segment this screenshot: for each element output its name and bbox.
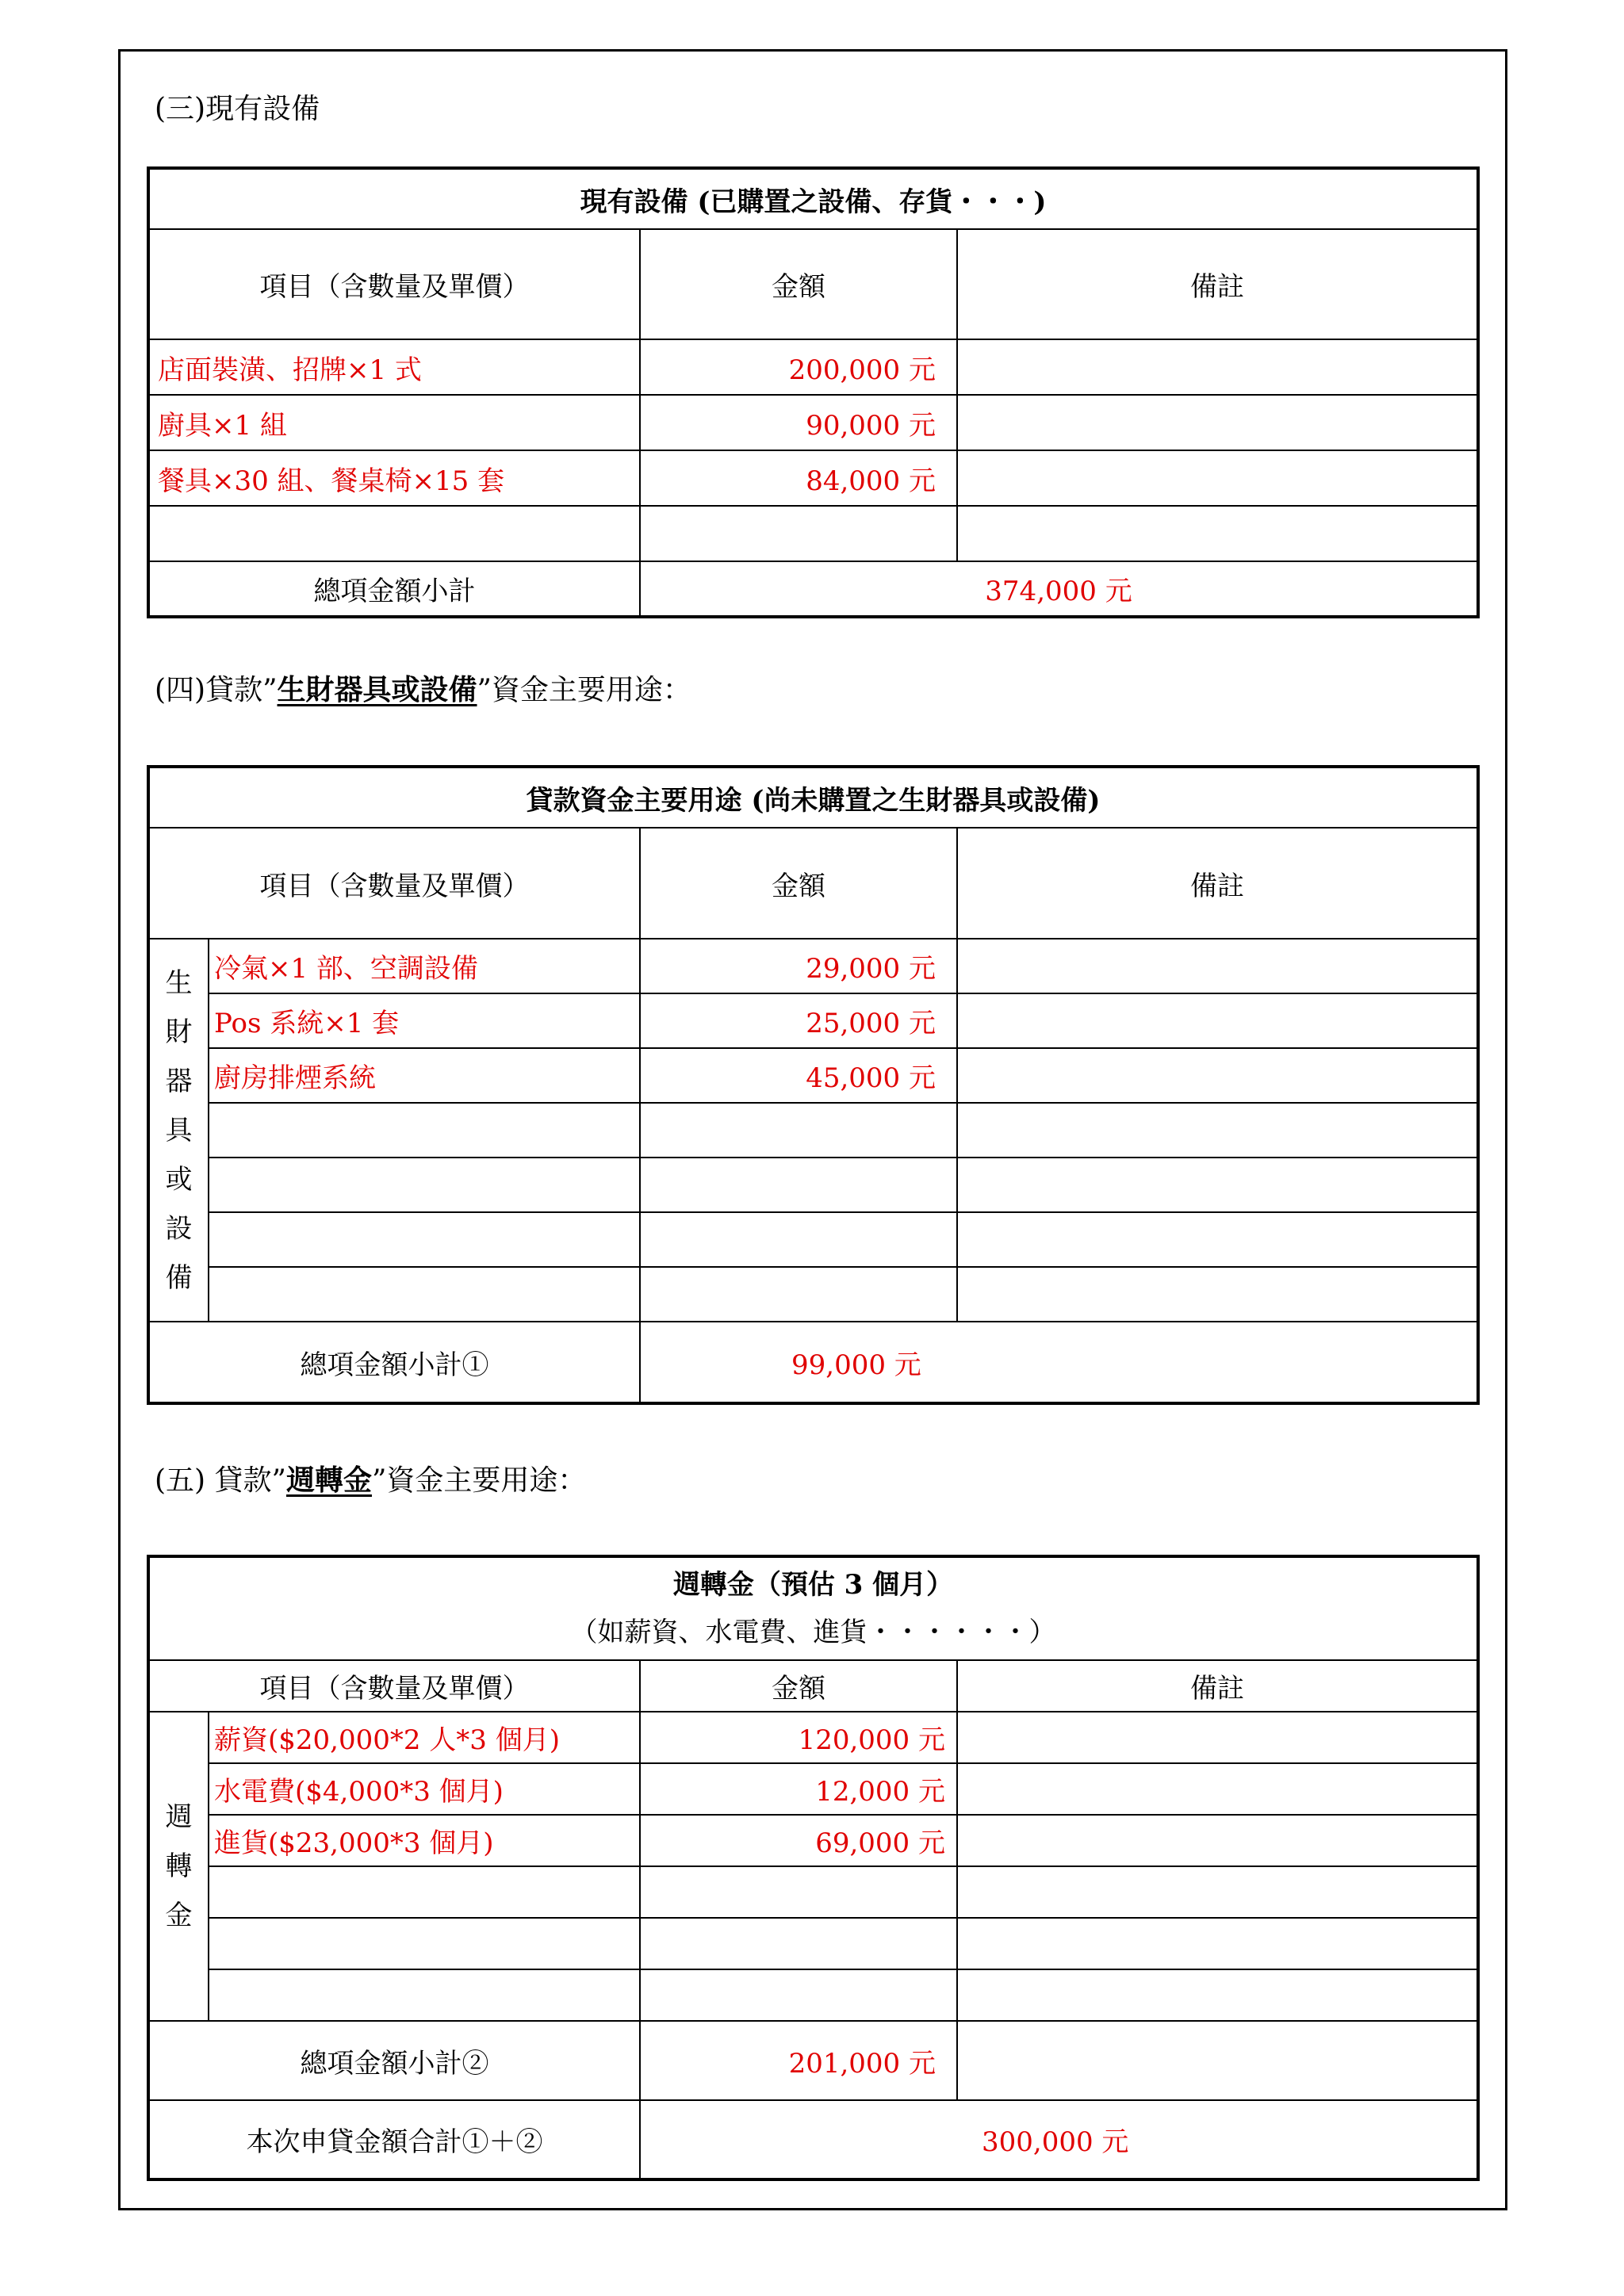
table-row (148, 1048, 1478, 1103)
item-cell (209, 1267, 640, 1322)
note-cell (957, 1763, 1478, 1815)
amount-cell (640, 1212, 957, 1267)
item-cell (209, 1969, 640, 2021)
table-title-cell (148, 1556, 1478, 1660)
column-header-note: 備註 (957, 1660, 1478, 1712)
side-label-char: 具 (165, 1114, 193, 1146)
column-header-item: 項目（含數量及單價） (148, 828, 640, 939)
note-cell (957, 1212, 1478, 1267)
amount-cell: 120,000 元 (640, 1712, 957, 1763)
table-row (148, 1815, 1478, 1866)
item-cell (209, 1918, 640, 1969)
total-label: 本次申貸金額合計①＋② (148, 2100, 640, 2179)
note-cell (957, 339, 1478, 395)
column-header-note: 備註 (957, 229, 1478, 339)
section4-heading-suffix: ”資金主要用途： (477, 674, 691, 706)
amount-cell (640, 1158, 957, 1212)
amount-cell: 200,000 元 (640, 339, 957, 395)
subtotal-value: 201,000 元 (640, 2021, 957, 2100)
note-cell (957, 395, 1478, 450)
side-label-char: 金 (165, 1900, 193, 1931)
note-cell (957, 1866, 1478, 1918)
note-cell (957, 506, 1478, 561)
table-row (148, 939, 1478, 993)
note-cell (957, 1918, 1478, 1969)
item-cell: 冷氣×1 部、空調設備 (209, 939, 640, 993)
amount-cell: 25,000 元 (640, 993, 957, 1048)
table-row (148, 1158, 1478, 1212)
note-cell (957, 1158, 1478, 1212)
item-cell (209, 1866, 640, 1918)
amount-cell: 45,000 元 (640, 1048, 957, 1103)
side-label-equipment (148, 939, 209, 1322)
side-label-char: 財 (165, 1016, 193, 1048)
item-cell: 店面裝潢、招牌×1 式 (148, 339, 640, 395)
amount-cell (640, 1969, 957, 2021)
item-cell: Pos 系統×1 套 (209, 993, 640, 1048)
column-header-amount: 金額 (640, 229, 957, 339)
side-label-char: 週 (165, 1801, 193, 1833)
section5-heading (155, 1463, 586, 1498)
amount-cell (640, 1267, 957, 1322)
equipment-loan-table (147, 765, 1480, 1405)
section4-heading-emphasis: 生財器具或設備 (277, 673, 477, 706)
note-cell (957, 993, 1478, 1048)
section5-heading-emphasis: 週轉金 (285, 1464, 372, 1497)
side-label-working-capital (148, 1712, 209, 2021)
item-cell: 薪資($20,000*2 人*3 個月) (209, 1712, 640, 1763)
table-row (148, 993, 1478, 1048)
side-label-char: 轉 (165, 1850, 193, 1882)
subtotal-label: 總項金額小計 (148, 561, 640, 617)
column-header-item: 項目（含數量及單價） (148, 229, 640, 339)
item-cell (148, 506, 640, 561)
note-cell (957, 1815, 1478, 1866)
section5-heading-prefix: (五) 貸款” (155, 1464, 286, 1497)
note-cell (957, 450, 1478, 506)
subtotal-label: 總項金額小計② (148, 2021, 640, 2100)
item-cell (209, 1103, 640, 1158)
section3-heading: (三)現有設備 (155, 93, 320, 125)
side-label-char: 備 (165, 1261, 193, 1294)
subtotal-value: 99,000 元 (640, 1322, 1478, 1403)
table-row (148, 1969, 1478, 2021)
working-capital-table (147, 1555, 1480, 2181)
side-label-char: 器 (165, 1065, 193, 1097)
table-row (148, 339, 1478, 395)
side-label-char: 生 (165, 966, 193, 999)
note-cell (957, 1969, 1478, 2021)
amount-cell: 84,000 元 (640, 450, 957, 506)
subtotal-label: 總項金額小計① (148, 1322, 640, 1403)
existing-equipment-table (147, 166, 1480, 618)
item-cell (209, 1158, 640, 1212)
amount-cell (640, 1103, 957, 1158)
item-cell: 進貨($23,000*3 個月) (209, 1815, 640, 1866)
column-header-item: 項目（含數量及單價） (148, 1660, 640, 1712)
side-label-char: 或 (165, 1163, 193, 1196)
item-cell: 廚具×1 組 (148, 395, 640, 450)
table-title: 現有設備 (已購置之設備、存貨・・・) (148, 168, 1478, 229)
amount-cell (640, 1866, 957, 1918)
table-row (148, 1712, 1478, 1763)
section4-heading (155, 672, 691, 708)
table-title: 貸款資金主要用途 (尚未購置之生財器具或設備) (148, 767, 1478, 828)
note-cell (957, 939, 1478, 993)
table-row (148, 1918, 1478, 1969)
note-cell (957, 1103, 1478, 1158)
amount-cell (640, 1918, 957, 1969)
column-header-amount: 金額 (640, 1660, 957, 1712)
table-row (148, 1267, 1478, 1322)
amount-cell: 90,000 元 (640, 395, 957, 450)
table-row (148, 395, 1478, 450)
note-cell (957, 1712, 1478, 1763)
table-row (148, 1212, 1478, 1267)
item-cell: 餐具×30 組、餐桌椅×15 套 (148, 450, 640, 506)
side-label-char: 設 (165, 1212, 193, 1245)
item-cell: 水電費($4,000*3 個月) (209, 1763, 640, 1815)
subtotal-note-cell (957, 2021, 1478, 2100)
amount-cell: 12,000 元 (640, 1763, 957, 1815)
table-row (148, 1103, 1478, 1158)
table-row (148, 450, 1478, 506)
table-row (148, 506, 1478, 561)
section4-heading-prefix: (四)貸款” (155, 674, 278, 706)
note-cell (957, 1267, 1478, 1322)
amount-cell (640, 506, 957, 561)
column-header-note: 備註 (957, 828, 1478, 939)
item-cell (209, 1212, 640, 1267)
section5-heading-suffix: ”資金主要用途： (371, 1464, 587, 1497)
table-row (148, 1866, 1478, 1918)
note-cell (957, 1048, 1478, 1103)
table-row (148, 1763, 1478, 1815)
amount-cell: 69,000 元 (640, 1815, 957, 1866)
amount-cell: 29,000 元 (640, 939, 957, 993)
subtotal-value: 374,000 元 (640, 561, 1478, 617)
column-header-amount: 金額 (640, 828, 957, 939)
table-title: 週轉金（預估 3 個月） (672, 1569, 954, 1601)
table-subtitle: （如薪資、水電費、進貨・・・・・・） (570, 1617, 1056, 1648)
item-cell: 廚房排煙系統 (209, 1048, 640, 1103)
total-value: 300,000 元 (640, 2100, 1478, 2179)
